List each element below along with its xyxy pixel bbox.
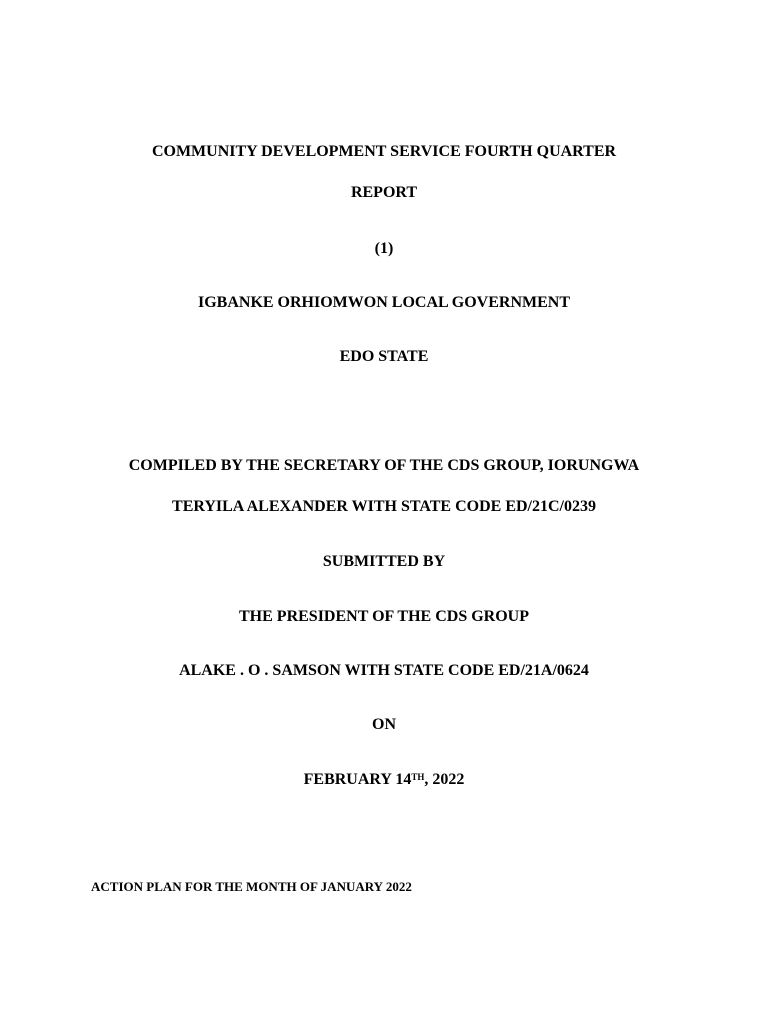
date-main: FEBRUARY 14 — [303, 771, 412, 788]
title-line-2: REPORT — [350, 184, 418, 201]
date-year: , 2022 — [424, 771, 465, 788]
submission-date — [0, 770, 768, 790]
on-label: ON — [372, 716, 396, 733]
date-superscript: TH — [411, 772, 425, 782]
local-government: IGBANKE ORHIOMWON LOCAL GOVERNMENT — [197, 294, 571, 311]
president-name: ALAKE . O . SAMSON WITH STATE CODE ED/21A/0624 — [179, 662, 589, 679]
action-plan-heading: ACTION PLAN FOR THE MONTH OF JANUARY 2022 — [91, 879, 412, 894]
state-name: EDO STATE — [339, 348, 429, 365]
compiled-by-line-1: COMPILED BY THE SECRETARY OF THE CDS GROUP, IORUNGWA — [128, 457, 640, 474]
president-title: THE PRESIDENT OF THE CDS GROUP — [239, 608, 529, 625]
report-number: (1) — [374, 240, 394, 257]
submitted-by: SUBMITTED BY — [322, 553, 446, 570]
title-line-1: COMMUNITY DEVELOPMENT SERVICE FOURTH QUARTER — [151, 143, 617, 160]
compiled-by-line-2: TERYILA ALEXANDER WITH STATE CODE ED/21C/0239 — [172, 498, 596, 515]
